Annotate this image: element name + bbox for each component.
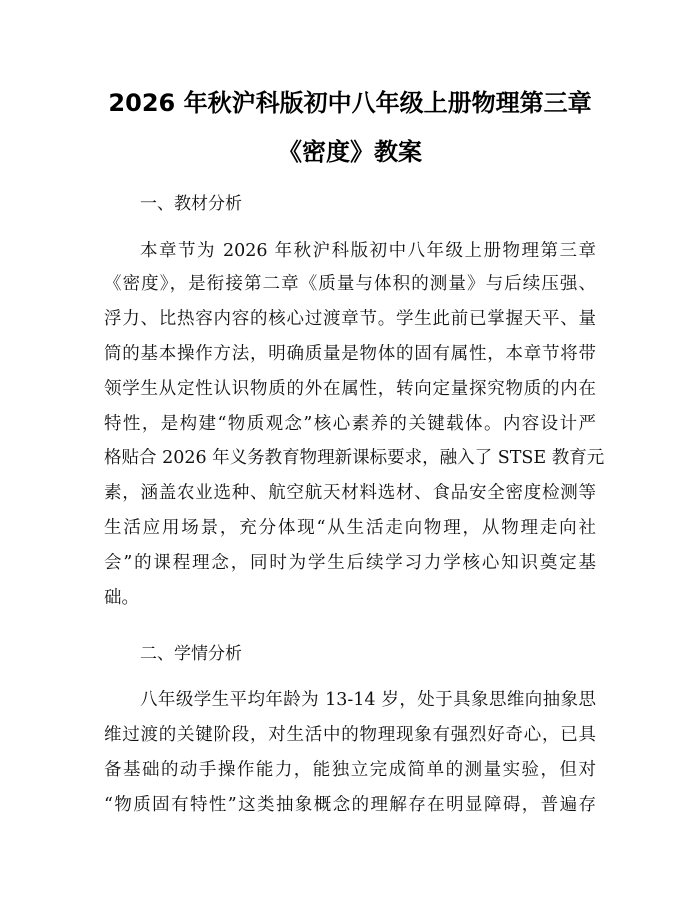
paragraph-line: 浮力、比热容内容的核心过渡章节。学生此前已掌握天平、量 — [104, 309, 596, 329]
document-title-line-1: 2026 年秋沪科版初中八年级上册物理第三章 — [108, 89, 592, 117]
section-heading-learner-analysis: 二、学情分析 — [140, 644, 242, 664]
paragraph-line: 本章节为 2026 年秋沪科版初中八年级上册物理第三章 — [140, 241, 596, 261]
paragraph-line: 素，涵盖农业选种、航空航天材料选材、食品安全密度检测等 — [104, 483, 596, 503]
paragraph-line: 领学生从定性认识物质的外在属性，转向定量探究物质的内在 — [104, 379, 596, 399]
paragraph-line: 八年级学生平均年龄为 13-14 岁，处于具象思维向抽象思 — [140, 690, 596, 710]
paragraph-line: 特性，是构建“物质观念”核心素养的关键载体。内容设计严 — [104, 414, 596, 434]
paragraph-line: 备基础的动手操作能力，能独立完成简单的测量实验，但对 — [104, 760, 596, 780]
paragraph-line: 生活应用场景，充分体现“从生活走向物理，从物理走向社 — [104, 518, 596, 538]
paragraph-line: 会”的课程理念，同时为学生后续学习力学核心知识奠定基 — [104, 553, 596, 573]
paragraph-line: 筒的基本操作方法，明确质量是物体的固有属性，本章节将带 — [104, 344, 596, 364]
document-title-line-2: 《密度》教案 — [278, 138, 422, 166]
paragraph-line: 维过渡的关键阶段，对生活中的物理现象有强烈好奇心，已具 — [104, 725, 596, 745]
paragraph-line: 础。 — [104, 588, 139, 608]
paragraph-line: 《密度》，是衔接第二章《质量与体积的测量》与后续压强、 — [104, 274, 596, 294]
section-heading-textbook-analysis: 一、教材分析 — [140, 194, 242, 214]
paragraph-line: 格贴合 2026 年义务教育物理新课标要求，融入了 STSE 教育元 — [104, 448, 605, 468]
paragraph-line: “物质固有特性”这类抽象概念的理解存在明显障碍，普遍存 — [104, 795, 596, 815]
